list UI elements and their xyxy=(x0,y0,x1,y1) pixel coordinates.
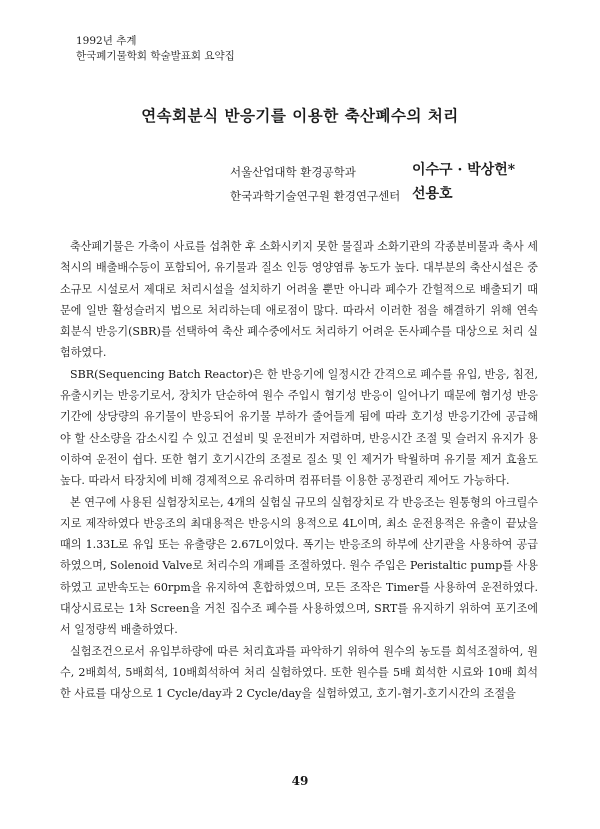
page-number: 49 xyxy=(291,774,309,788)
affiliation-2: 한국과학기술연구원 환경연구센터 xyxy=(230,189,401,203)
paragraph-3: 본 연구에 사용된 실험장치로는, 4개의 실험실 규모의 실험장치로 각 반응조는 원통형의 아크릴수지로 제작하였다 반응조의 최대용적은 반응시의 용적으로 4L이며, 최소 운전용적은 유출이 끝났을때의 1.33L로 유입 또는 유출량은 2.67L이었다. 폭기는 반응조의 하부에 산기관을 사용하여 공급하였으며, Solenoid Valve로 처리수의 개폐를 조절하였다. 원수 주입은 Peristaltic pump를 사용하였고 교반속도는 60rpm을 유지하여 혼합하였으며, 모든 조작은 Timer를 사용하여 운전하였다. 대상시료로는 1차 Screen을 거친 집수조 폐수를 사용하였으며, SRT를 유지하기 위하여 포기조에서 일정량씩 배출하였다. xyxy=(60,495,538,637)
proceedings-header xyxy=(76,34,235,64)
affiliations xyxy=(230,160,400,208)
authors-line-2: 선용호 xyxy=(412,186,453,202)
authors xyxy=(412,158,515,206)
abstract-body xyxy=(60,236,538,705)
header-line-2: 한국폐기물학회 학술발표회 요약집 xyxy=(76,50,235,62)
affiliation-1: 서울산업대학 환경공학과 xyxy=(230,165,356,179)
paragraph-2: SBR(Sequencing Batch Reactor)은 한 반응기에 일정시간 간격으로 폐수를 유입, 반응, 침전, 유출시키는 반응기로서, 장치가 단순하여 원수 주입시 혐기성 반응이 일어나기 때문에 혐기성 반응기간에 상당량의 유기물이 반응되어 유기물 부하가 줄어들게 됨에 따라 호기성 반응기간에 공급해야 할 산소량을 감소시킬 수 있고 건설비 및 운전비가 저렴하며, 반응시간 조절 및 슬러지 유지가 용이하여 운전이 쉽다. 또한 혐기 호기시간의 조절로 질소 및 인 제거가 탁월하며 유기물 제거 효율도 높다. 따라서 타장치에 비해 경제적으로 유리하며 컴퓨터를 이용한 공정관리 제어도 가능하다. xyxy=(60,367,539,488)
header-line-1: 1992년 추계 xyxy=(76,35,137,47)
paragraph-1: 축산폐기물은 가축이 사료를 섭취한 후 소화시키지 못한 물질과 소화기관의 각종분비물과 축사 세척시의 배출배수등이 포함되어, 유기물과 질소 인등 영양염류 농도가 높다. 대부분의 축산시설은 중소규모 시설로서 제대로 처리시설을 설치하기 어려울 뿐만 아니라 폐수가 간헐적으로 배출되기 때문에 일반 활성슬러지 법으로 처리하는데 애로점이 많다. 따라서 이러한 점을 해결하기 위해 연속 회분식 반응기(SBR)를 선택하여 축산 폐수중에서도 처리하기 어려운 돈사폐수를 대상으로 처리 실험하였다. xyxy=(60,240,538,360)
paragraph-4: 실험조건으로서 유입부하량에 따른 처리효과를 파악하기 위하여 원수의 농도를 희석조절하여, 원수, 2배희석, 5배희석, 10배희석하여 처리 실험하였다. 또한 원수를 5배 희석한 시료와 10배 희석한 사료를 대상으로 1 Cycle/day과 2 Cycle/day을 실험하였고, 호기-혐기-호기시간의 조절을 xyxy=(60,644,538,701)
authors-line-1: 이수구 · 박상헌* xyxy=(412,162,516,178)
paper-title: 연속회분식 반응기를 이용한 축산폐수의 처리 xyxy=(141,106,459,125)
